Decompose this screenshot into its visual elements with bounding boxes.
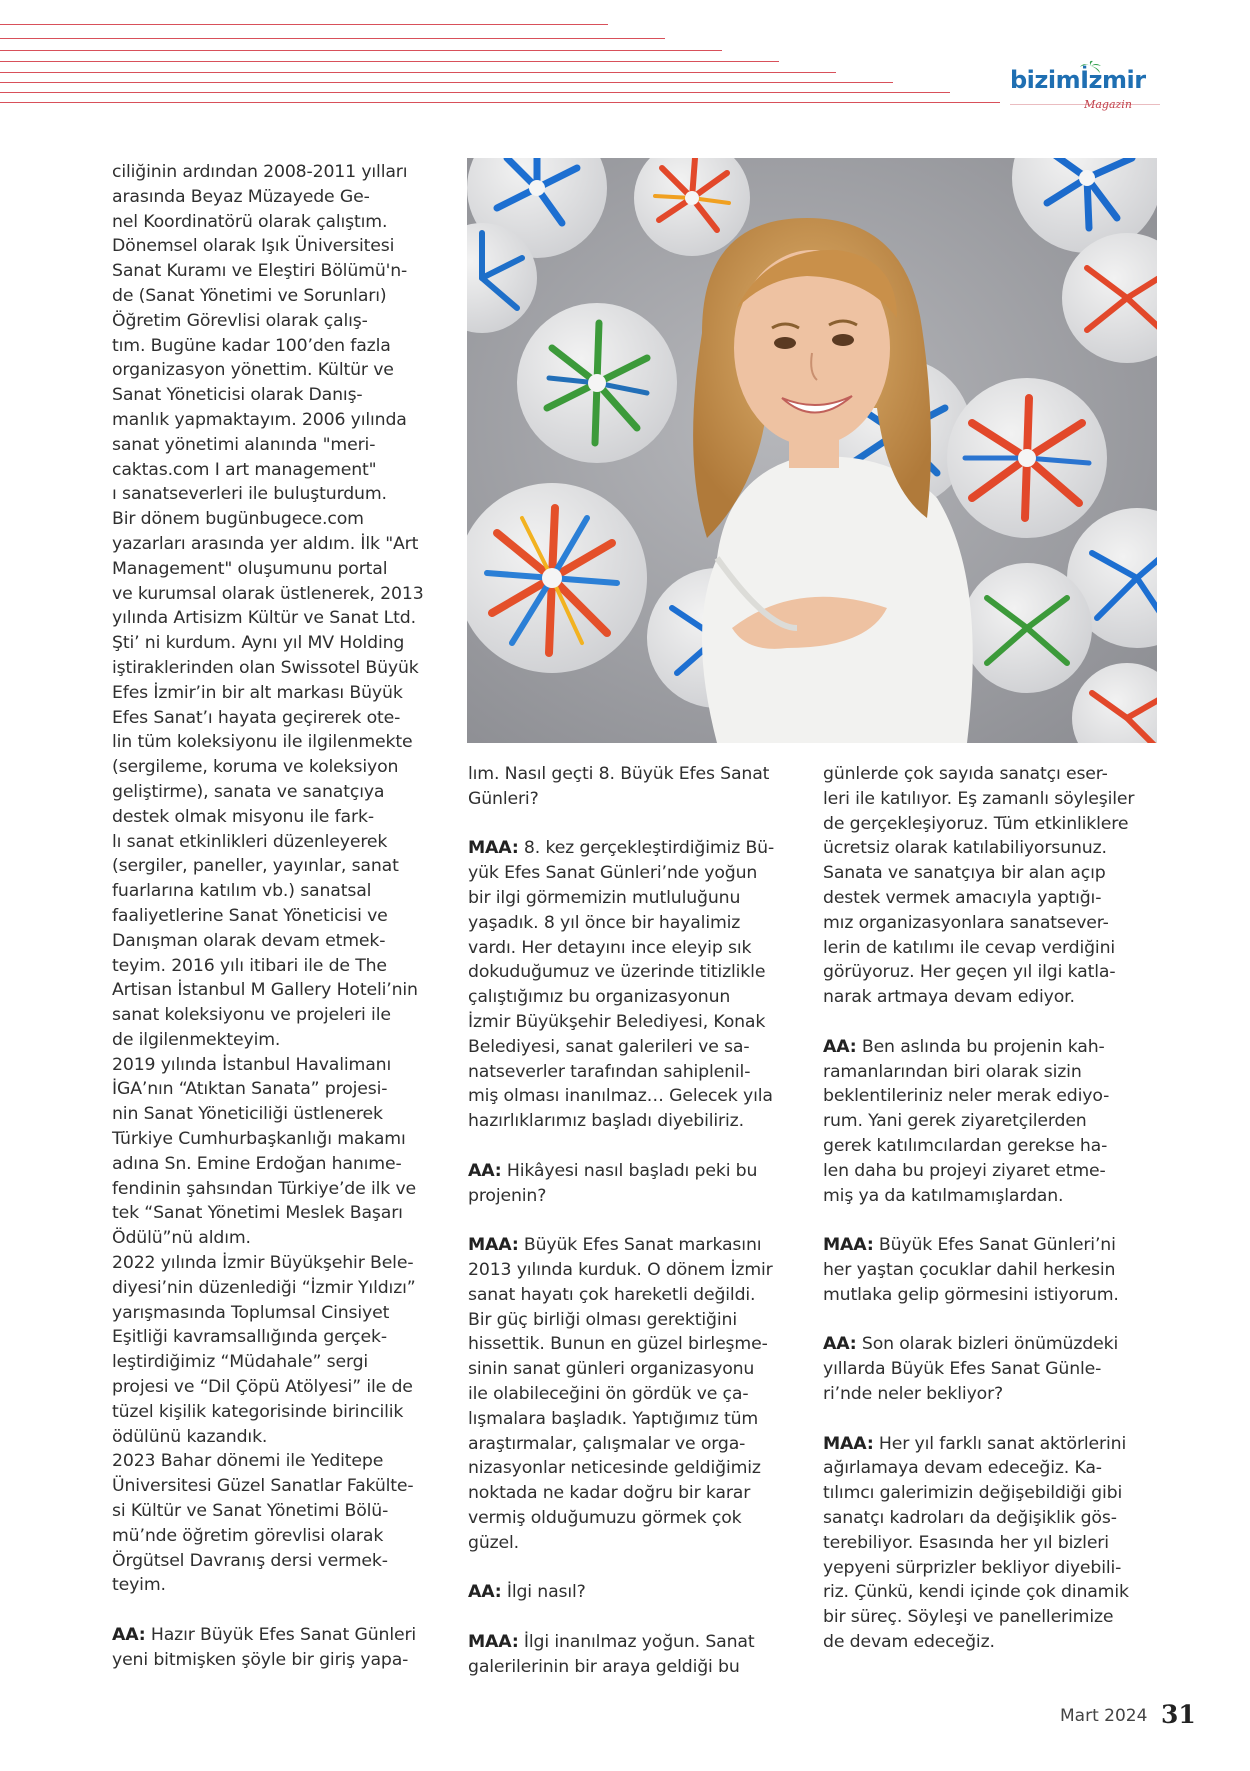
text-line: mü’nde öğretim görevlisi olarak (112, 1525, 384, 1546)
text-line: riz. Çünkü, kendi içinde çok dinamik (823, 1582, 1129, 1603)
text-line: bir ilgi görmemizin mutluluğunu (468, 887, 741, 908)
text-line: yük Efes Sanat Günleri’nde yoğun (468, 863, 758, 884)
issue-date: Mart 2024 (1060, 1706, 1148, 1726)
text-line: AA: Son olarak bizleri önümüzdeki (823, 1334, 1119, 1355)
text-line: len daha bu projeyi ziyaret etme- (823, 1160, 1106, 1181)
logo-part-1: bizim (1010, 66, 1081, 94)
text-line: projesi ve “Dil Çöpü Atölyesi” ile de (112, 1377, 413, 1398)
text-line: ve kurumsal olarak üstlenerek, 2013 (112, 583, 424, 604)
text-line: ı sanatseverleri ile buluşturdum. (112, 484, 387, 505)
text-line: Şti’ ni kurdum. Aynı yıl MV Holding (112, 633, 405, 654)
text-line: adına Sn. Emine Erdoğan hanıme- (112, 1153, 402, 1174)
text-line: görüyoruz. Her geçen yıl ilgi katla- (823, 962, 1116, 983)
text-line: de ilgilenmekteyim. (112, 1029, 281, 1050)
text-line: Artisan İstanbul M Gallery Hoteli’nin (112, 980, 418, 1001)
text-line: hissettik. Bunun en güzel birleşme- (468, 1334, 768, 1355)
text-line: 2023 Bahar dönemi ile Yeditepe (112, 1451, 384, 1472)
logo-subtitle: Magazin (1084, 98, 1132, 111)
text-line: beklentileriniz neler merak ediyo- (823, 1086, 1110, 1107)
speaker-label: MAA: (823, 1433, 874, 1454)
text-line: vardı. Her detayını ince eleyip sık (468, 937, 752, 958)
text-line: araştırmalar, çalışmalar ve orga- (468, 1433, 746, 1454)
text-line: tüzel kişilik kategorisinde birincilik (112, 1401, 404, 1422)
text-line: projenin? (468, 1185, 547, 1206)
text-line: AA: İlgi nasıl? (468, 1582, 586, 1603)
text-line: Bir güç birliği olması gerektiğini (468, 1309, 737, 1330)
column-right (823, 762, 1161, 1679)
column-left (112, 160, 452, 1697)
text-line: ile olabileceğini ön gördük ve ça- (468, 1383, 749, 1404)
text-line: ciliğinin ardından 2008-2011 yılları (112, 162, 408, 182)
text-line: organizasyon yönettim. Kültür ve (112, 360, 394, 381)
text-line: leştirdiğimiz “Müdahale” sergi (112, 1352, 369, 1373)
text-line: de devam edeceğiz. (823, 1631, 995, 1652)
text-line: güzel. (468, 1532, 520, 1553)
speaker-label: MAA: (468, 1235, 519, 1256)
text-line: Ödülü”nü aldım. (112, 1228, 251, 1249)
text-line: Danışman olarak devam etmek- (112, 930, 386, 951)
text-line: natseverler tarafından sahiplenil- (468, 1061, 751, 1082)
text-line: arasında Beyaz Müzayede Ge- (112, 186, 370, 207)
text-line: noktada ne kadar doğru bir karar (468, 1483, 751, 1504)
text-line: miş ya da katılmamışlardan. (823, 1185, 1064, 1206)
text-line: fuarlarına katılım vb.) sanatsal (112, 881, 372, 902)
text-line: narak artmaya devam ediyor. (823, 987, 1075, 1008)
text-line: si Kültür ve Sanat Yönetimi Bölü- (112, 1501, 389, 1522)
text-line: İzmir Büyükşehir Belediyesi, Konak (468, 1011, 766, 1032)
speaker-label: MAA: (823, 1235, 874, 1256)
text-line: destek vermek amacıyla yaptığı- (823, 887, 1102, 908)
text-line: manlık yapmaktayım. 2006 yılında (112, 409, 407, 430)
text-line: her yaştan çocuklar dahil herkesin (823, 1259, 1116, 1280)
header-decorative-stripes (0, 0, 1000, 110)
text-line: Efes İzmir’in bir alt markası Büyük (112, 682, 403, 703)
text-line: AA: Hazır Büyük Efes Sanat Günleri (112, 1625, 417, 1646)
text-line: destek olmak misyonu ile fark- (112, 806, 374, 827)
text-line: Belediyesi, sanat galerileri ve sa- (468, 1036, 750, 1057)
text-line: Örgütsel Davranış dersi vermek- (112, 1550, 388, 1571)
text-line: yarışmasında Toplumsal Cinsiyet (112, 1302, 390, 1323)
text-line: nel Koordinatörü olarak çalıştım. (112, 211, 388, 232)
logo-part-2: zmir (1088, 66, 1146, 94)
text-line: de gerçekleşiyoruz. Tüm etkinliklere (823, 813, 1129, 834)
text-line: MAA: Her yıl farklı sanat aktörlerini (823, 1433, 1127, 1454)
text-line: lı sanat etkinlikleri düzenleyerek (112, 831, 388, 852)
text-line: tılımcı galerimizin değişebildiği gibi (823, 1483, 1123, 1504)
question-paragraph (468, 1580, 803, 1605)
text-line: lin tüm koleksiyonu ile ilgilenmekte (112, 732, 413, 753)
text-line: Üniversitesi Güzel Sanatlar Fakülte- (112, 1476, 414, 1497)
text-line: Eşitliği kavramsallığında gerçek- (112, 1327, 387, 1348)
answer-paragraph (823, 1233, 1161, 1307)
text-line: caktas.com I art management" (112, 459, 377, 480)
text-line: 2022 yılında İzmir Büyükşehir Bele- (112, 1253, 414, 1274)
text-line: lım. Nasıl geçti 8. Büyük Efes Sanat (468, 764, 770, 784)
text-line: yıllarda Büyük Efes Sanat Günle- (823, 1359, 1102, 1380)
body-paragraph (112, 160, 452, 1053)
page-number: 31 (1161, 1700, 1196, 1729)
text-line: diyesi’nin düzenlediği “İzmir Yıldızı” (112, 1277, 416, 1298)
text-line: fendinin şahsından Türkiye’de ilk ve (112, 1178, 417, 1199)
column-middle (468, 762, 803, 1704)
speaker-label: AA: (112, 1625, 146, 1646)
text-line: yaşadık. 8 yıl önce bir hayalimiz (468, 912, 741, 933)
text-line: de (Sanat Yönetimi ve Sorunları) (112, 285, 387, 306)
speaker-label: AA: (468, 1582, 502, 1603)
text-line: sinin sanat günleri organizasyonu (468, 1359, 755, 1380)
text-line: MAA: Büyük Efes Sanat markasını (468, 1235, 762, 1256)
answer-paragraph (468, 762, 803, 812)
text-line: geliştirme), sanata ve sanatçıya (112, 781, 385, 802)
text-line: Sanata ve sanatçıya bir alan açıp (823, 863, 1106, 884)
text-line: ödülünü kazandık. (112, 1426, 268, 1447)
text-line: (sergileme, koruma ve koleksiyon (112, 757, 399, 778)
answer-paragraph (823, 762, 1161, 1010)
speaker-label: AA: (468, 1160, 502, 1181)
question-paragraph (112, 1623, 452, 1673)
text-line: lışmalara başladık. Yaptığımız tüm (468, 1408, 759, 1429)
text-line: Günleri? (468, 788, 539, 809)
magazine-logo[interactable] (1010, 60, 1160, 112)
text-line: ağırlamaya devam edeceğiz. Ka- (823, 1458, 1102, 1479)
text-line: 2013 yılında kurduk. O dönem İzmir (468, 1259, 773, 1280)
text-line: galerilerinin bir araya geldiği bu (468, 1656, 740, 1677)
question-paragraph (468, 1159, 803, 1209)
text-line: Türkiye Cumhurbaşkanlığı makamı (112, 1129, 406, 1150)
text-line: bir süreç. Söyleşi ve panellerimize (823, 1607, 1114, 1628)
text-line: gerek katılımcılardan gerekse ha- (823, 1135, 1108, 1156)
answer-paragraph (468, 1233, 803, 1555)
text-line: Sanat Kuramı ve Eleştiri Bölümü'n- (112, 261, 408, 282)
answer-paragraph (823, 1432, 1161, 1655)
text-line: tek “Sanat Yönetimi Meslek Başarı (112, 1203, 403, 1224)
text-line: Management" oluşumunu portal (112, 558, 388, 579)
text-line: çalıştığımız bu organizasyonun (468, 987, 731, 1008)
text-line: Sanat Yöneticisi olarak Danış- (112, 385, 363, 406)
text-line: yepyeni sürprizler bekliyor diyebili- (823, 1557, 1122, 1578)
logo-wordmark: bizimİzmir (1010, 66, 1146, 94)
text-line: miş olması inanılmaz… Gelecek yıla (468, 1086, 773, 1107)
text-line: AA: Ben aslında bu projenin kah- (823, 1036, 1105, 1057)
text-line: tım. Bugüne kadar 100’den fazla (112, 335, 391, 356)
body-paragraph (112, 1251, 452, 1449)
text-line: sanatçı kadroları da değişiklik gös- (823, 1507, 1117, 1528)
text-line: hazırlıklarımız başladı diyebiliriz. (468, 1111, 744, 1132)
text-line: yeni bitmişken şöyle bir giriş yapa- (112, 1649, 409, 1670)
text-line: sanat hayatı çok hareketli değildi. (468, 1284, 756, 1305)
text-line: AA: Hikâyesi nasıl başladı peki bu (468, 1160, 758, 1181)
speaker-label: AA: (823, 1036, 857, 1057)
text-line: nizasyonlar neticesinde geldiğimiz (468, 1458, 761, 1479)
text-line: günlerde çok sayıda sanatçı eser- (823, 764, 1108, 784)
text-line: rum. Yani gerek ziyaretçilerden (823, 1111, 1087, 1132)
text-line: mız organizasyonlara sanatsever- (823, 912, 1109, 933)
text-line: Bir dönem bugünbugece.com (112, 509, 364, 530)
answer-paragraph (468, 1630, 803, 1680)
text-line: iştiraklerinden olan Swissotel Büyük (112, 657, 419, 678)
text-line: nin Sanat Yöneticiliği üstlenerek (112, 1104, 383, 1125)
text-line: yılında Artisizm Kültür ve Sanat Ltd. (112, 608, 416, 629)
text-line: ri’nde neler bekliyor? (823, 1383, 1004, 1404)
text-line: (sergiler, paneller, yayınlar, sanat (112, 856, 399, 877)
text-line: 2019 yılında İstanbul Havalimanı (112, 1054, 392, 1075)
text-line: Dönemsel olarak Işık Üniversitesi (112, 236, 395, 257)
text-line: yazarları arasında yer aldım. İlk "Art (112, 533, 419, 554)
text-line: İGA’nın “Atıktan Sanata” projesi- (112, 1079, 388, 1100)
text-line: teyim. (112, 1575, 166, 1596)
text-line: terebiliyor. Esasında her yıl bizleri (823, 1532, 1109, 1553)
text-line: vermiş olduğumuzu görmek çok (468, 1507, 742, 1528)
text-line: sanat koleksiyonu ve projeleri ile (112, 1005, 391, 1026)
answer-paragraph (468, 836, 803, 1134)
speaker-label: MAA: (468, 838, 519, 859)
body-paragraph (112, 1449, 452, 1598)
portrait-photo (467, 158, 1157, 743)
question-paragraph (823, 1035, 1161, 1209)
question-paragraph (823, 1332, 1161, 1406)
body-paragraph (112, 1053, 452, 1251)
text-line: MAA: 8. kez gerçekleştirdiğimiz Bü- (468, 838, 775, 859)
text-line: teyim. 2016 yılı itibari ile de The (112, 955, 387, 976)
speaker-label: AA: (823, 1334, 857, 1355)
text-line: dokuduğumuz ve üzerinde titizlikle (468, 962, 766, 983)
text-line: MAA: İlgi inanılmaz yoğun. Sanat (468, 1631, 755, 1652)
text-line: MAA: Büyük Efes Sanat Günleri’ni (823, 1235, 1116, 1256)
text-line: Öğretim Görevlisi olarak çalış- (112, 310, 368, 331)
text-line: mutlaka gelip görmesini istiyorum. (823, 1284, 1119, 1305)
text-line: faaliyetlerine Sanat Yöneticisi ve (112, 905, 388, 926)
palm-tree-icon (1080, 60, 1102, 80)
text-line: ramanlarından biri olarak sizin (823, 1061, 1082, 1082)
text-line: sanat yönetimi alanında "meri- (112, 434, 376, 455)
page-footer (1060, 1700, 1196, 1730)
text-line: leri ile katılıyor. Eş zamanlı söyleşiler (823, 788, 1135, 809)
text-line: Efes Sanat’ı hayata geçirerek ote- (112, 707, 401, 728)
text-line: ücretsiz olarak katılabiliyorsunuz. (823, 838, 1107, 859)
speaker-label: MAA: (468, 1631, 519, 1652)
text-line: lerin de katılımı ile cevap verdiğini (823, 937, 1116, 958)
